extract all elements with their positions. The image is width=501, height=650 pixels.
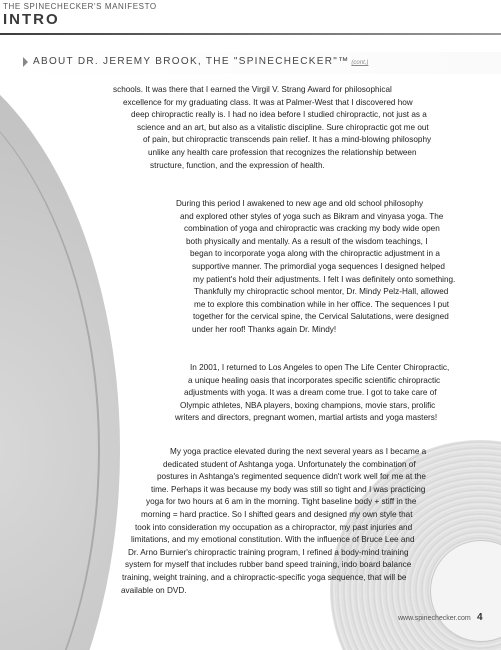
text-line: and explored other styles of yoga such as Bikram and vinyasa yoga. The xyxy=(180,211,444,221)
text-line: both physically and mentally. As a result of the wisdom teachings, I xyxy=(186,236,428,246)
text-line: of pain, but chiropractic transcends pain relief. It has a mind-blowing philosophy xyxy=(143,135,432,145)
text-line: postures in Ashtanga's regimented sequence didn't work well for me at the xyxy=(157,472,426,482)
text-line: In 2001, I returned to Los Angeles to open The Life Center Chiropractic, xyxy=(190,363,450,372)
text-line: training, weight training, and a chiropractic-specific yoga sequence, that will be xyxy=(122,572,407,582)
text-line: unlike any health care profession that recognizes the relationship between xyxy=(148,147,417,157)
text-line: available on DVD. xyxy=(121,585,187,595)
paragraph-4 xyxy=(0,446,501,597)
text-line: morning = hard practice. So I shifted gears and designed my own style that xyxy=(141,509,413,519)
text-line: excellence for my graduating class. It was at Palmer-West that I discovered how xyxy=(123,97,413,107)
text-line: took into consideration my occupation as a chiropractor, my past injuries and xyxy=(135,522,413,532)
text-line: system for myself that includes rubber band speed training, indo board balance xyxy=(125,560,412,570)
page-number: 4 xyxy=(477,612,483,623)
text-line: Dr. Arno Burnier's chiropractic training program, I refined a body-mind training xyxy=(128,547,409,557)
text-line: science and an art, but also as a vitalistic discipline. Sure chiropractic got me out xyxy=(137,122,429,132)
text-line: deep chiropractic really is. I had no idea before I studied chiropractic, not just as a xyxy=(131,110,427,120)
paragraph-2 xyxy=(0,198,501,337)
text-line: combination of yoga and chiropractic was cracking my body wide open xyxy=(184,224,440,234)
text-line: together for the cervical spine, the Cervical Salutations, were designed xyxy=(193,312,449,322)
text-line: my patient's hold their adjustments. I felt I was definitely onto something. xyxy=(193,274,456,284)
text-line: Olympic athletes, NBA players, boxing champions, movie stars, prolific xyxy=(180,400,436,410)
series-title: THE SPINECHECKER'S MANIFESTO xyxy=(3,2,157,11)
subsection-title xyxy=(33,56,368,67)
subsection-title-text: ABOUT DR. JEREMY BROOK, THE "SPINECHECKER"™ xyxy=(33,56,350,67)
text-line: My yoga practice elevated during the next several years as I became a xyxy=(170,447,427,456)
text-line: under her roof! Thanks again Dr. Mindy! xyxy=(192,324,337,334)
text-line: schools. It was there that I earned the Virgil V. Strang Award for philosophical xyxy=(113,85,392,94)
text-line: a unique healing oasis that incorporates specific scientific chiropractic xyxy=(188,375,441,385)
footer-url: www.spinechecker.com xyxy=(398,615,471,622)
text-line: During this period I awakened to new age and old school philosophy xyxy=(176,199,424,208)
text-line: dedicated student of Ashtanga yoga. Unfortunately the combination of xyxy=(163,459,416,469)
text-line: writers and directors, pregnant women, martial artists and yoga masters! xyxy=(175,413,438,423)
text-line: adjustments with yoga. It was a dream come true. I got to take care of xyxy=(184,388,437,398)
text-line: time. Perhaps it was because my body was still so tight and I was practicing xyxy=(151,484,426,494)
paragraph-1 xyxy=(0,84,501,172)
text-line: me to explore this combination while in her office. The sequences I put xyxy=(194,299,450,309)
paragraph-3 xyxy=(0,362,501,425)
continued-label: (cont.) xyxy=(351,60,369,66)
arrow-icon xyxy=(23,57,28,67)
text-line: limitations, and my emotional constitution. With the influence of Bruce Lee and xyxy=(131,535,415,545)
header-divider xyxy=(0,33,501,35)
section-title: INTRO xyxy=(3,11,60,28)
text-line: supportive manner. The primordial yoga sequences I designed helped xyxy=(192,261,445,271)
text-line: began to incorporate yoga along with the chiropractic adjustment in a xyxy=(190,249,440,259)
text-line: structure, function, and the expression of health. xyxy=(150,160,325,170)
text-line: Thankfully my chiropractic school mentor, Dr. Mindy Pelz-Hall, allowed xyxy=(194,287,449,297)
text-line: yoga for two hours at 6 am in the morning. Tight baseline body + stiff in the xyxy=(146,497,417,507)
